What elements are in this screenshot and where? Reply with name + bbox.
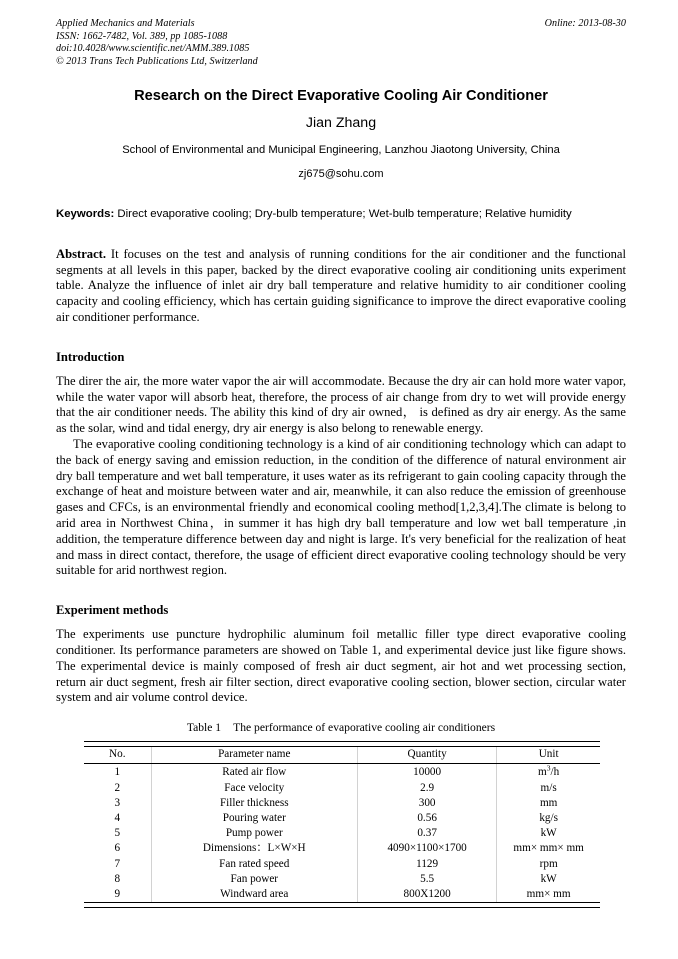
performance-table-wrap bbox=[84, 741, 600, 908]
table-head bbox=[84, 747, 600, 764]
cell-no: 2 bbox=[114, 781, 121, 794]
table-body bbox=[84, 764, 600, 902]
table-row bbox=[84, 826, 600, 841]
cell-unit: mm× mm bbox=[497, 887, 600, 902]
table-row bbox=[84, 841, 600, 856]
cell-parameter-name: Filler thickness bbox=[151, 796, 357, 811]
introduction-paragraph-1: The direr the air, the more water vapor the air will accommodate. Because the dry air can hold more water vapor, while the water vapor will absorb heat, therefore, the process of air change from dry to wet will provide energy that the air conditioner needs. The ability this kind of dry air owned， is defined as dry air energy. As the same as the solar, wind and tidal energy, dry air energy is also belong to renewable energy. bbox=[56, 373, 626, 436]
author-name: Jian Zhang bbox=[305, 115, 377, 132]
table-row bbox=[84, 781, 600, 796]
cell-parameter-name: Face velocity bbox=[151, 781, 357, 796]
cell-no: 8 bbox=[114, 872, 121, 885]
cell-quantity: 800X1200 bbox=[357, 887, 496, 902]
introduction-paragraph-2: The evaporative cooling conditioning technology is a kind of air conditioning technology which can adapt to the back of energy saving and emission reduction, in the condition of the difference of natural environment air dry ball temperature and wet ball temperature, it uses water as its refrigerant to gain cooling capacity through the exchange of heat and moisture between water and air, meanwhile, it can also reduce the emission of greenhouse gases and CFCs, is an environmental friendly and economical cooling method[1,2,3,4].The climate is belong to arid area in Northwest China，in summer it has high dry ball temperature and low wet ball temperature ,in addition, the temperature difference between day and night is large. It's very beneficial for the realization of heat and mass in direct contact, therefore, the usage of efficient direct evaporative cooling technology should be very suitable for arid northwest region. bbox=[56, 437, 626, 578]
cell-quantity: 4090×1100×1700 bbox=[357, 841, 496, 856]
author-affiliation: School of Environmental and Municipal Engineering, Lanzhou Jiaotong University, China bbox=[122, 144, 560, 157]
section-heading-experiment-methods: Experiment methods bbox=[56, 603, 169, 618]
cell-quantity: 0.37 bbox=[357, 826, 496, 841]
cell-quantity: 300 bbox=[357, 796, 496, 811]
cell-unit: mm× mm× mm bbox=[497, 841, 600, 856]
page-title: Research on the Direct Evaporative Cooling Air Conditioner bbox=[134, 88, 548, 105]
cell-unit: rpm bbox=[497, 857, 600, 872]
table-header-row bbox=[84, 747, 600, 764]
column-header-quantity: Quantity bbox=[357, 747, 496, 764]
keywords-label: Keywords: bbox=[56, 208, 115, 221]
cell-no: 7 bbox=[114, 857, 121, 870]
table-row bbox=[84, 811, 600, 826]
experiment-paragraph-1: The experiments use puncture hydrophilic aluminum foil metallic filler type direct evaporative cooling conditioner. Its performance parameters are showed on Table 1, and experimental device just like figure shows. The experimental device is mainly composed of fresh air duct segment, air hot and wet processing section, return air duct segment, fresh air filter section, direct evaporative cooling section, blower section, circular water system and air volume control device. bbox=[56, 627, 626, 705]
table-caption bbox=[56, 721, 626, 734]
journal-doi: doi:10.4028/www.scientific.net/AMM.389.1085 bbox=[56, 43, 250, 55]
abstract-text: It focuses on the test and analysis of running conditions for the air conditioner and the functional segments at all levels in this paper, backed by the direct evaporative cooling air conditioning units experiment table. Analyze the influence of inlet air dry ball temperature and relative humidity to air conditioner cooling capacity and cooling efficiency, which has certain guiding significance to improve the direct evaporative cooling air conditioner performance. bbox=[56, 246, 626, 325]
cell-parameter-name: Windward area bbox=[151, 887, 357, 902]
online-date: Online: 2013-08-30 bbox=[544, 18, 626, 29]
journal-header bbox=[56, 18, 626, 68]
cell-unit: kW bbox=[497, 826, 600, 841]
performance-table bbox=[84, 747, 600, 902]
cell-quantity: 2.9 bbox=[357, 781, 496, 796]
keywords-text: Direct evaporative cooling; Dry-bulb temperature; Wet-bulb temperature; Relative humidity bbox=[114, 208, 572, 221]
cell-no: 9 bbox=[114, 888, 121, 901]
cell-unit: m/s bbox=[497, 781, 600, 796]
cell-unit: $m^3/h$ bbox=[497, 764, 600, 781]
cell-parameter-name: Fan power bbox=[151, 872, 357, 887]
table-bottom-rule bbox=[84, 902, 600, 908]
cell-parameter-name: Rated air flow bbox=[151, 764, 357, 781]
table-row bbox=[84, 796, 600, 811]
cell-no: 1 bbox=[114, 766, 121, 779]
cell-no: 3 bbox=[114, 796, 121, 809]
cell-parameter-name: Pump power bbox=[151, 826, 357, 841]
table-caption-label: Table 1 bbox=[186, 721, 222, 735]
column-header-no: No. bbox=[84, 747, 151, 764]
cell-parameter-name: Pouring water bbox=[151, 811, 357, 826]
journal-issn: ISSN: 1662-7482, Vol. 389, pp 1085-1088 bbox=[56, 30, 228, 42]
cell-no: 4 bbox=[114, 812, 121, 825]
cell-quantity: 5.5 bbox=[357, 872, 496, 887]
table-row bbox=[84, 857, 600, 872]
cell-quantity: 0.56 bbox=[357, 811, 496, 826]
abstract-block bbox=[56, 247, 626, 326]
table-row bbox=[84, 887, 600, 902]
column-header-unit: Unit bbox=[497, 747, 600, 764]
author-email: zj675@sohu.com bbox=[298, 168, 384, 181]
cell-quantity: 10000 bbox=[357, 764, 496, 781]
section-heading-introduction: Introduction bbox=[56, 349, 125, 364]
cell-unit: kW bbox=[497, 872, 600, 887]
cell-unit: mm bbox=[497, 796, 600, 811]
title-block bbox=[56, 87, 626, 181]
cell-parameter-name: Dimensions：L×W×H bbox=[151, 841, 357, 856]
cell-unit: kg/s bbox=[497, 811, 600, 826]
journal-name: Applied Mechanics and Materials bbox=[56, 18, 195, 29]
cell-no: 6 bbox=[114, 842, 121, 855]
table-caption-text: The performance of evaporative cooling air conditioners bbox=[233, 721, 496, 735]
cell-no: 5 bbox=[114, 827, 121, 840]
column-header-parameter-name: Parameter name bbox=[151, 747, 357, 764]
keywords-block bbox=[56, 207, 626, 223]
cell-quantity: 1129 bbox=[357, 857, 496, 872]
table-row bbox=[84, 872, 600, 887]
journal-copyright: © 2013 Trans Tech Publications Ltd, Switzerland bbox=[56, 55, 258, 67]
table-row bbox=[84, 764, 600, 781]
cell-parameter-name: Fan rated speed bbox=[151, 857, 357, 872]
abstract-label: Abstract. bbox=[56, 246, 107, 261]
